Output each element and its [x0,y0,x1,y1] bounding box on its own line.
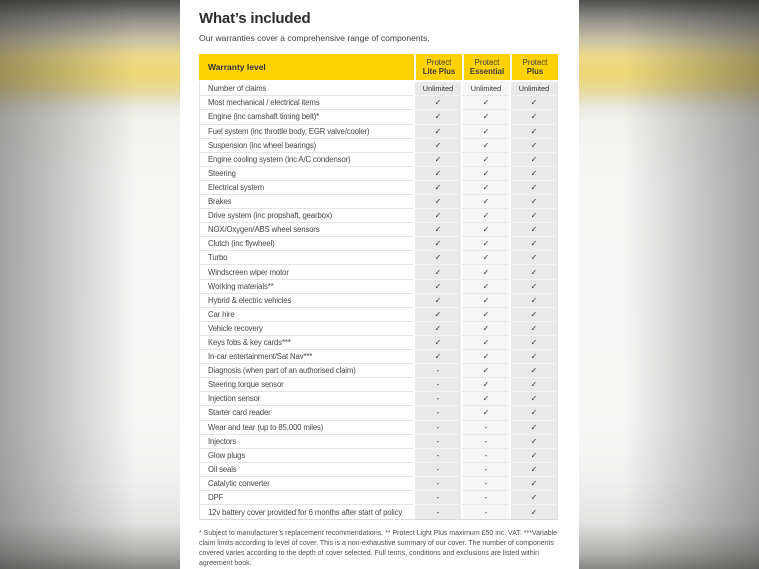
included-check: ✓ [413,251,461,265]
table-row [200,125,557,139]
excluded-dash: - [413,392,461,406]
included-check: ✓ [461,308,509,322]
row-label: Injection sensor [200,392,413,406]
row-label: Keys fobs & key cards*** [200,336,413,350]
row-label: Vehicle recovery [200,322,413,336]
row-label: DPF [200,491,413,505]
row-label: Engine cooling system (inc A/C condensor) [200,153,413,167]
row-label: Catalytic converter [200,477,413,491]
included-check: ✓ [461,237,509,251]
header-brand-line: Protect [522,57,548,67]
included-check: ✓ [461,223,509,237]
excluded-dash: - [413,449,461,463]
included-check: ✓ [509,477,557,491]
included-check: ✓ [413,223,461,237]
included-check: ✓ [509,364,557,378]
table-row [200,505,557,519]
included-check: ✓ [413,265,461,279]
table-row [200,223,557,237]
row-label: Steering torque sensor [200,378,413,392]
table-row [200,110,557,124]
included-check: ✓ [461,181,509,195]
row-label: Most mechanical / electrical items [200,96,413,110]
included-check: ✓ [461,294,509,308]
background-blur-left [0,0,180,569]
included-check: ✓ [461,322,509,336]
row-label: Windscreen wiper motor [200,265,413,279]
warranty-comparison-table [199,54,558,520]
included-check: ✓ [509,223,557,237]
included-check: ✓ [461,392,509,406]
included-check: ✓ [509,435,557,449]
table-row [200,336,557,350]
table-row [200,153,557,167]
included-check: ✓ [413,308,461,322]
table-body [199,80,558,520]
table-row [200,237,557,251]
header-tier-line: Plus [526,67,544,77]
table-row [200,195,557,209]
row-label: Number of claims [200,82,413,96]
included-check: ✓ [509,209,557,223]
row-label: NOX/Oxygen/ABS wheel sensors [200,223,413,237]
included-check: ✓ [461,251,509,265]
table-row [200,406,557,420]
row-value: Unlimited [461,82,509,96]
header-tier-line: Essential [469,67,505,77]
included-check: ✓ [509,110,557,124]
row-label: Diagnosis (when part of an authorised claim) [200,364,413,378]
included-check: ✓ [461,336,509,350]
included-check: ✓ [461,280,509,294]
included-check: ✓ [413,181,461,195]
table-row [200,322,557,336]
included-check: ✓ [461,110,509,124]
included-check: ✓ [413,139,461,153]
included-check: ✓ [413,294,461,308]
included-check: ✓ [509,322,557,336]
included-check: ✓ [509,392,557,406]
included-check: ✓ [413,350,461,364]
footnote: * Subject to manufacturer’s replacement recommendations. ** Protect Light Plus maximum £50 inc. VAT. ***Variable claim limits according to level of cover. This is a non-exhaustive summary of our cover. The number of components covered varies according to the depth of cover selected. Full terms, conditions and exclusions are listed within agreement book. [199,530,558,567]
included-check: ✓ [509,308,557,322]
row-label: Electrical system [200,181,413,195]
included-check: ✓ [509,294,557,308]
row-label: Oil seals [200,463,413,477]
header-brand-line: Protect [474,57,500,67]
row-label: Car hire [200,308,413,322]
included-check: ✓ [509,139,557,153]
background-blur-right [579,0,759,569]
row-label: Drive system (inc propshaft, gearbox) [200,209,413,223]
content-page [180,0,579,569]
table-row [200,251,557,265]
table-row [200,491,557,505]
excluded-dash: - [413,435,461,449]
included-check: ✓ [509,505,557,519]
row-label: Turbo [200,251,413,265]
excluded-dash: - [413,364,461,378]
row-value: Unlimited [509,82,557,96]
excluded-dash: - [413,477,461,491]
included-check: ✓ [509,153,557,167]
table-row [200,350,557,364]
included-check: ✓ [413,153,461,167]
excluded-dash: - [413,463,461,477]
included-check: ✓ [461,364,509,378]
included-check: ✓ [509,463,557,477]
excluded-dash: - [413,378,461,392]
included-check: ✓ [509,167,557,181]
excluded-dash: - [461,449,509,463]
included-check: ✓ [509,378,557,392]
included-check: ✓ [413,237,461,251]
row-label: Hybrid & electric vehicles [200,294,413,308]
row-label: In-car entertainment/Sat Nav*** [200,350,413,364]
included-check: ✓ [413,110,461,124]
included-check: ✓ [509,350,557,364]
excluded-dash: - [413,491,461,505]
table-row [200,139,557,153]
included-check: ✓ [509,421,557,435]
excluded-dash: - [461,421,509,435]
included-check: ✓ [509,125,557,139]
table-row [200,463,557,477]
included-check: ✓ [461,209,509,223]
table-row [200,265,557,279]
included-check: ✓ [413,322,461,336]
included-check: ✓ [413,195,461,209]
table-row [200,280,557,294]
included-check: ✓ [461,96,509,110]
table-row [200,392,557,406]
row-value: Unlimited [413,82,461,96]
row-label: Brakes [200,195,413,209]
excluded-dash: - [461,477,509,491]
included-check: ✓ [509,336,557,350]
row-label: Clutch (inc flywheel) [200,237,413,251]
included-check: ✓ [413,125,461,139]
included-check: ✓ [461,167,509,181]
included-check: ✓ [461,125,509,139]
table-row [200,364,557,378]
table-row [200,209,557,223]
included-check: ✓ [509,491,557,505]
excluded-dash: - [413,406,461,420]
included-check: ✓ [509,449,557,463]
header-protect-lite-plus [414,54,462,80]
included-check: ✓ [509,280,557,294]
header-brand-line: Protect [426,57,452,67]
included-check: ✓ [509,265,557,279]
row-label: Starter card reader [200,406,413,420]
table-header-row [199,54,558,80]
header-tier-line: Lite Plus [422,67,456,77]
row-label: Glow plugs [200,449,413,463]
excluded-dash: - [461,505,509,519]
row-label: Steering [200,167,413,181]
header-protect-plus [510,54,558,80]
table-row [200,96,557,110]
included-check: ✓ [461,139,509,153]
page-subtitle: Our warranties cover a comprehensive range of components. [199,33,430,44]
included-check: ✓ [461,153,509,167]
table-row [200,449,557,463]
included-check: ✓ [461,265,509,279]
excluded-dash: - [461,491,509,505]
included-check: ✓ [413,280,461,294]
row-label: Working materials** [200,280,413,294]
table-row [200,294,557,308]
table-row [200,181,557,195]
included-check: ✓ [509,195,557,209]
included-check: ✓ [509,181,557,195]
included-check: ✓ [413,96,461,110]
included-check: ✓ [509,237,557,251]
excluded-dash: - [413,505,461,519]
included-check: ✓ [461,406,509,420]
included-check: ✓ [461,378,509,392]
included-check: ✓ [413,336,461,350]
included-check: ✓ [509,251,557,265]
table-row [200,477,557,491]
row-label: Engine (inc camshaft timing belt)* [200,110,413,124]
row-label: 12v battery cover provided for 6 months after start of policy [200,505,413,519]
table-row [200,435,557,449]
row-label: Injectors [200,435,413,449]
table-row [200,82,557,96]
included-check: ✓ [509,406,557,420]
table-row [200,167,557,181]
row-label: Wear and tear (up to 85,000 miles) [200,421,413,435]
included-check: ✓ [509,96,557,110]
excluded-dash: - [413,421,461,435]
included-check: ✓ [413,209,461,223]
excluded-dash: - [461,435,509,449]
table-row [200,308,557,322]
table-row [200,421,557,435]
header-protect-essential [462,54,510,80]
table-row [200,378,557,392]
page-title: What’s included [199,10,311,27]
included-check: ✓ [461,350,509,364]
included-check: ✓ [413,167,461,181]
excluded-dash: - [461,463,509,477]
included-check: ✓ [461,195,509,209]
row-label: Fuel system (inc throttle body, EGR valve/cooler) [200,125,413,139]
row-label: Suspension (inc wheel bearings) [200,139,413,153]
header-warranty-level: Warranty level [199,54,414,80]
